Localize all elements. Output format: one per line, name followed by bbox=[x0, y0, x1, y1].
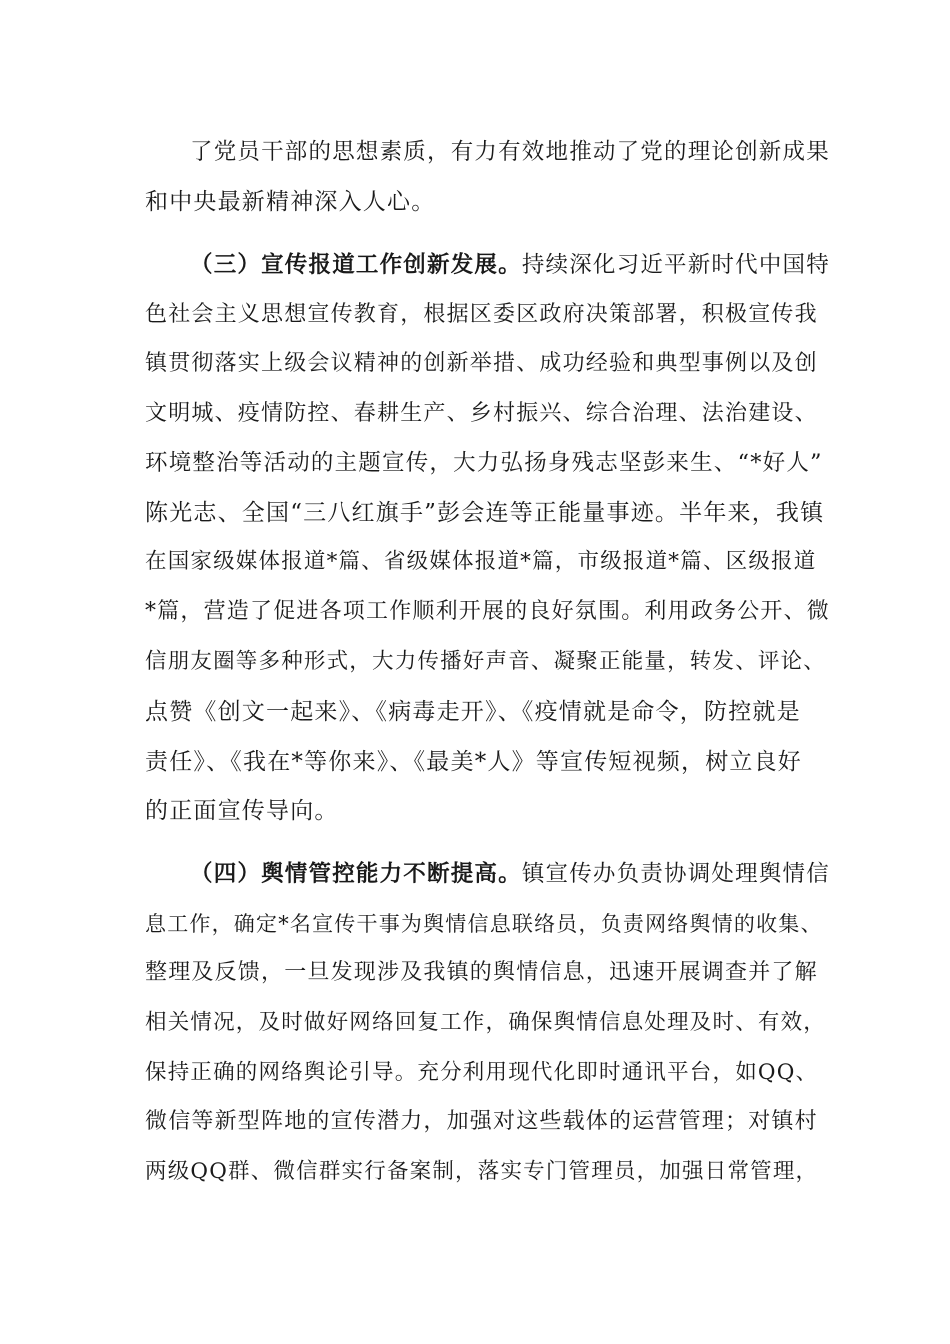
section-3-line: 点赞《创文一起来》、《病毒走开》、《疫情就是命令，防控就是 bbox=[145, 699, 801, 725]
section-4-line: 微信等新型阵地的宣传潜力，加强对这些载体的运营管理；对镇村 bbox=[145, 1109, 818, 1134]
section-3-heading: （三）宣传报道工作创新发展。 bbox=[190, 252, 522, 278]
section-3-line: 的正面宣传导向。 bbox=[145, 798, 339, 824]
section-4-line: 息工作，确定*名宣传干事为舆情信息联络员，负责网络舆情的收集、 bbox=[145, 912, 823, 936]
section-3-line: 文明城、疫情防控、春耕生产、乡村振兴、综合治理、法治建设、 bbox=[145, 401, 818, 426]
section-3-line: 信朋友圈等多种形式，大力传播好声音、凝聚正能量，转发、评论、 bbox=[145, 649, 827, 674]
section-4-first-line-text: 镇宣传办负责协调处理舆情信 bbox=[521, 861, 830, 887]
section-3-line: 责任》、《我在*等你来》、《最美*人》等宣传短视频，树立良好 bbox=[145, 749, 802, 775]
section-3-line: 陈光志、全国“三八红旗手”彭会连等正能量事迹。半年来，我镇 bbox=[145, 500, 825, 526]
section-4-first-line bbox=[190, 859, 830, 889]
section-3-line: 镇贯彻落实上级会议精神的创新举措、成功经验和典型事例以及创 bbox=[145, 351, 818, 376]
section-3-line: 色社会主义思想宣传教育，根据区委区政府决策部署，积极宣传我 bbox=[145, 302, 818, 327]
section-3-line: 环境整治等活动的主题宣传，大力弘扬身残志坚彭来生、“*好人” bbox=[145, 450, 823, 476]
section-4-heading: （四）舆情管控能力不断提高。 bbox=[190, 861, 522, 887]
section-3-line: *篇，营造了促进各项工作顺利开展的良好氛围。利用政务公开、微 bbox=[145, 599, 831, 624]
section-3-first-line bbox=[190, 250, 830, 280]
section-4-line: 两级QQ群、微信群实行备案制，落实专门管理员，加强日常管理， bbox=[145, 1159, 819, 1184]
intro-line-2: 和中央最新精神深入人心。 bbox=[145, 189, 436, 215]
section-4-line: 整理及反馈，一旦发现涉及我镇的舆情信息，迅速开展调查并了解 bbox=[145, 960, 818, 985]
section-4-line: 保持正确的网络舆论引导。充分利用现代化即时通讯平台，如QQ、 bbox=[145, 1060, 819, 1085]
section-3-line: 在国家级媒体报道*篇、省级媒体报道*篇，市级报道*篇、区级报道 bbox=[145, 549, 817, 574]
section-3-first-line-text: 持续深化习近平新时代中国特 bbox=[521, 252, 830, 278]
section-4-line: 相关情况，及时做好网络回复工作，确保舆情信息处理及时、有效， bbox=[145, 1010, 827, 1035]
intro-line-1: 了党员干部的思想素质，有力有效地推动了党的理论创新成果 bbox=[190, 139, 830, 165]
